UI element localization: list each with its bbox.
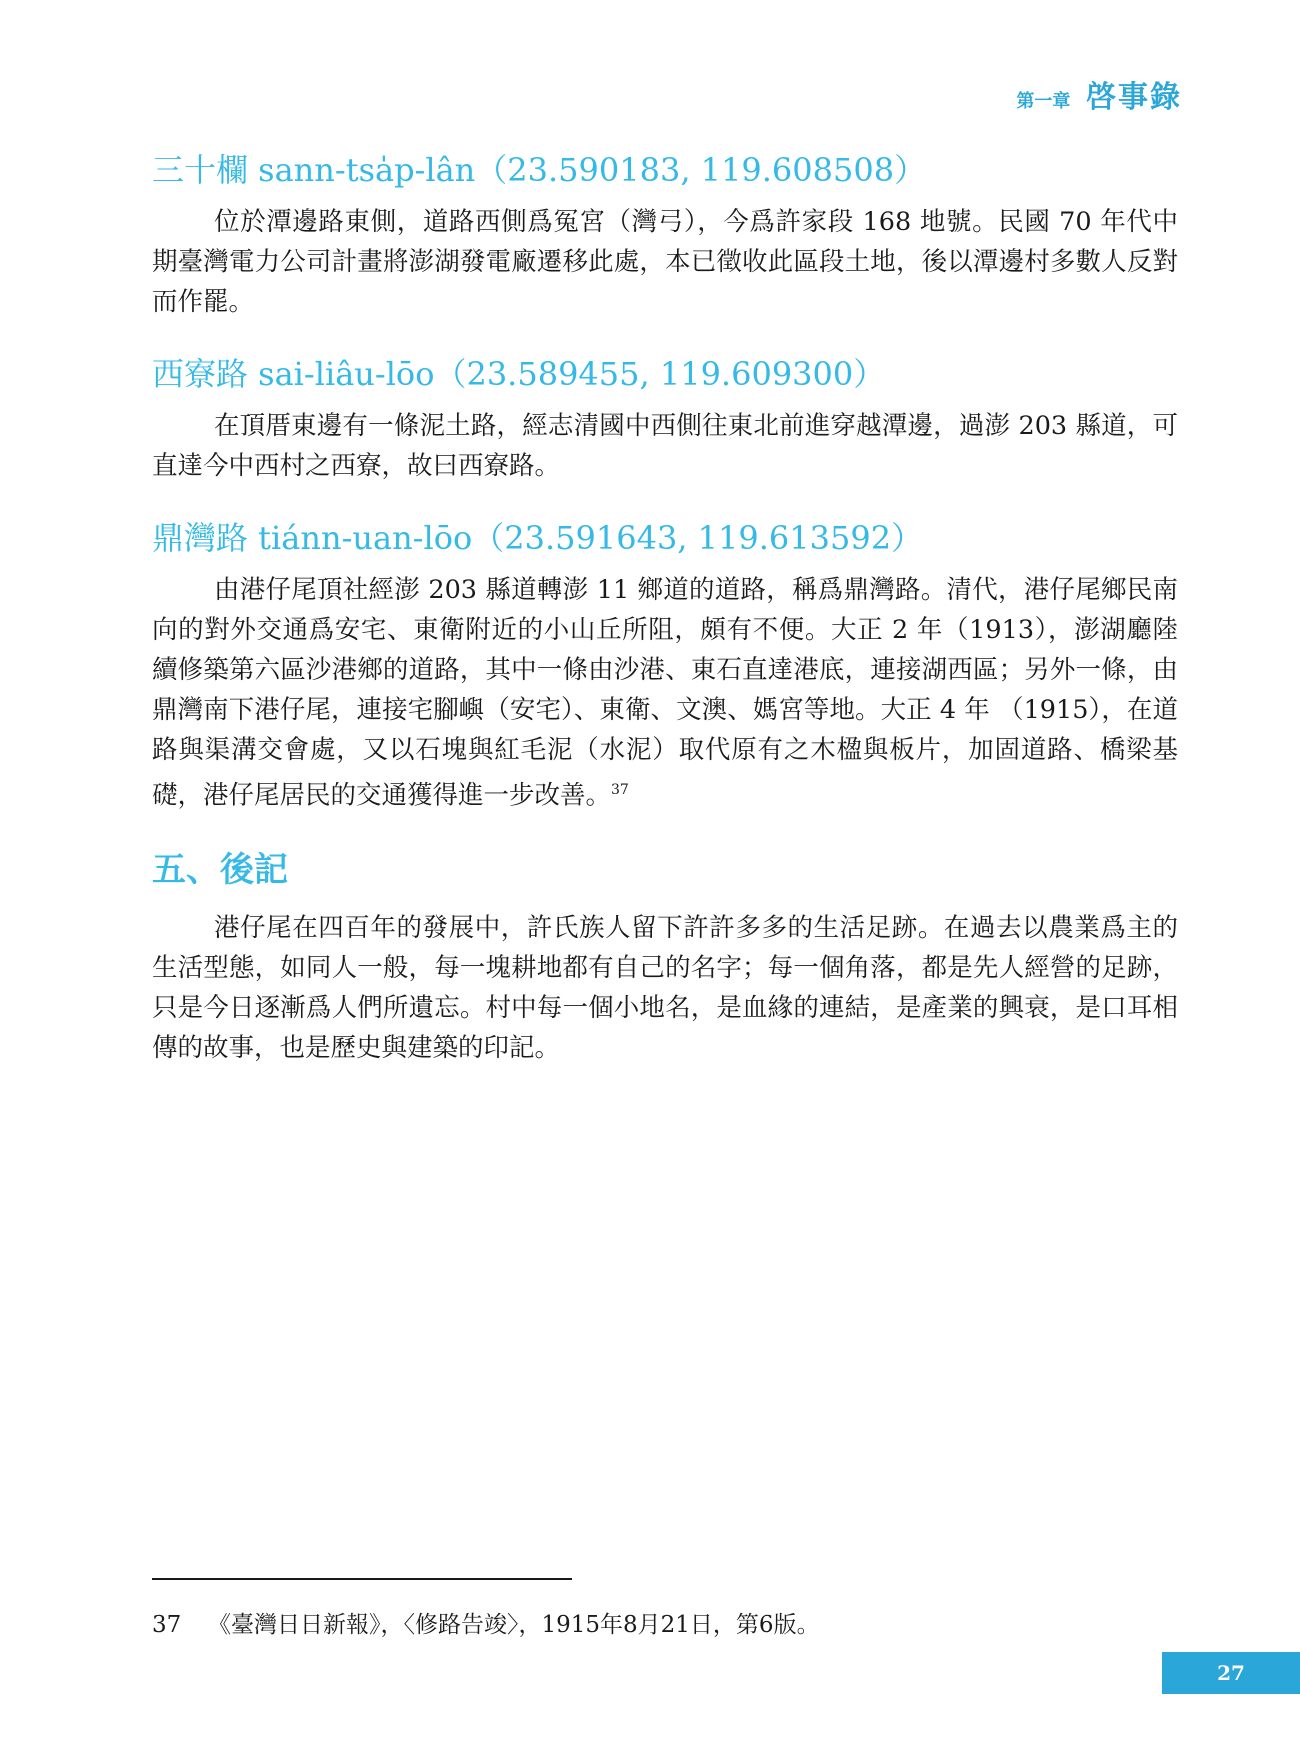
footnote (152, 1606, 820, 1639)
chapter-title: 啓事錄 (1086, 80, 1182, 115)
running-header (1016, 72, 1182, 116)
chapter-label: 第一章 (1016, 91, 1071, 112)
main-content (152, 148, 1178, 1098)
page-number: 27 (1217, 1661, 1245, 1685)
entry-paragraph: 在頂厝東邊有一條泥土路，經志清國中西側往東北前進穿越潭邊，過澎 203 縣道，可直達今中西村之西寮，故曰西寮路。 (152, 411, 1178, 481)
page-number-box (1162, 1652, 1300, 1694)
footnote-divider (152, 1578, 572, 1580)
footnote-text: 《臺灣日日新報》，〈修路告竣〉，1915年8月21日，第6版。 (208, 1612, 820, 1638)
section-heading: 五、後記 (152, 849, 288, 890)
section-paragraph: 港仔尾在四百年的發展中，許氏族人留下許許多多的生活足跡。在過去以農業爲主的生活型態，如同人一般，每一塊耕地都有自己的名字；每一個角落，都是先人經營的足跡，只是今日逐漸爲人們所遺忘。村中每一個小地名，是血緣的連結，是產業的興衰，是口耳相傳的故事，也是歷史與建築的印記。 (152, 912, 1178, 1063)
entry-paragraph: 位於潭邊路東側，道路西側爲冤宮（灣弓），今爲許家段 168 地號。民國 70 年代中期臺灣電力公司計畫將澎湖發電廠遷移此處，本已徵收此區段土地，後以潭邊村多數人反對而作罷。 (152, 207, 1178, 317)
entry-paragraph-text: 由港仔尾頂社經澎 203 縣道轉澎 11 鄉道的道路，稱爲鼎灣路。清代，港仔尾鄉民南向的對外交通爲安宅、東衛附近的小山丘所阻，頗有不便。大正 2 年（1913），澎湖廳陸續修築第六區沙港鄉的道路，其中一條由沙港、東石直達港底，連接湖西區；另外一條，由鼎灣南下港仔尾，連接宅腳嶼（安宅）、東衛、文澳、媽宮等地。大正 4 年 （1915），在道路與渠溝交會處，又以石塊與紅毛泥（水泥）取代原有之木楹與板片，加固道路、橋梁基礎，港仔尾居民的交通獲得進一步改善。 (152, 575, 1178, 811)
entry-heading: 三十欄 sann-tsa̍p-lân（23.590183, 119.608508） (152, 151, 927, 189)
entry-heading: 西寮路 sai-liâu-lōo（23.589455, 119.609300） (152, 355, 886, 393)
footnote-reference[interactable]: 37 (611, 782, 629, 798)
entry-heading: 鼎灣路 tiánn-uan-lōo（23.591643, 119.613592） (152, 519, 924, 557)
footnote-number: 37 (152, 1612, 182, 1638)
entry-paragraph (152, 570, 1178, 816)
